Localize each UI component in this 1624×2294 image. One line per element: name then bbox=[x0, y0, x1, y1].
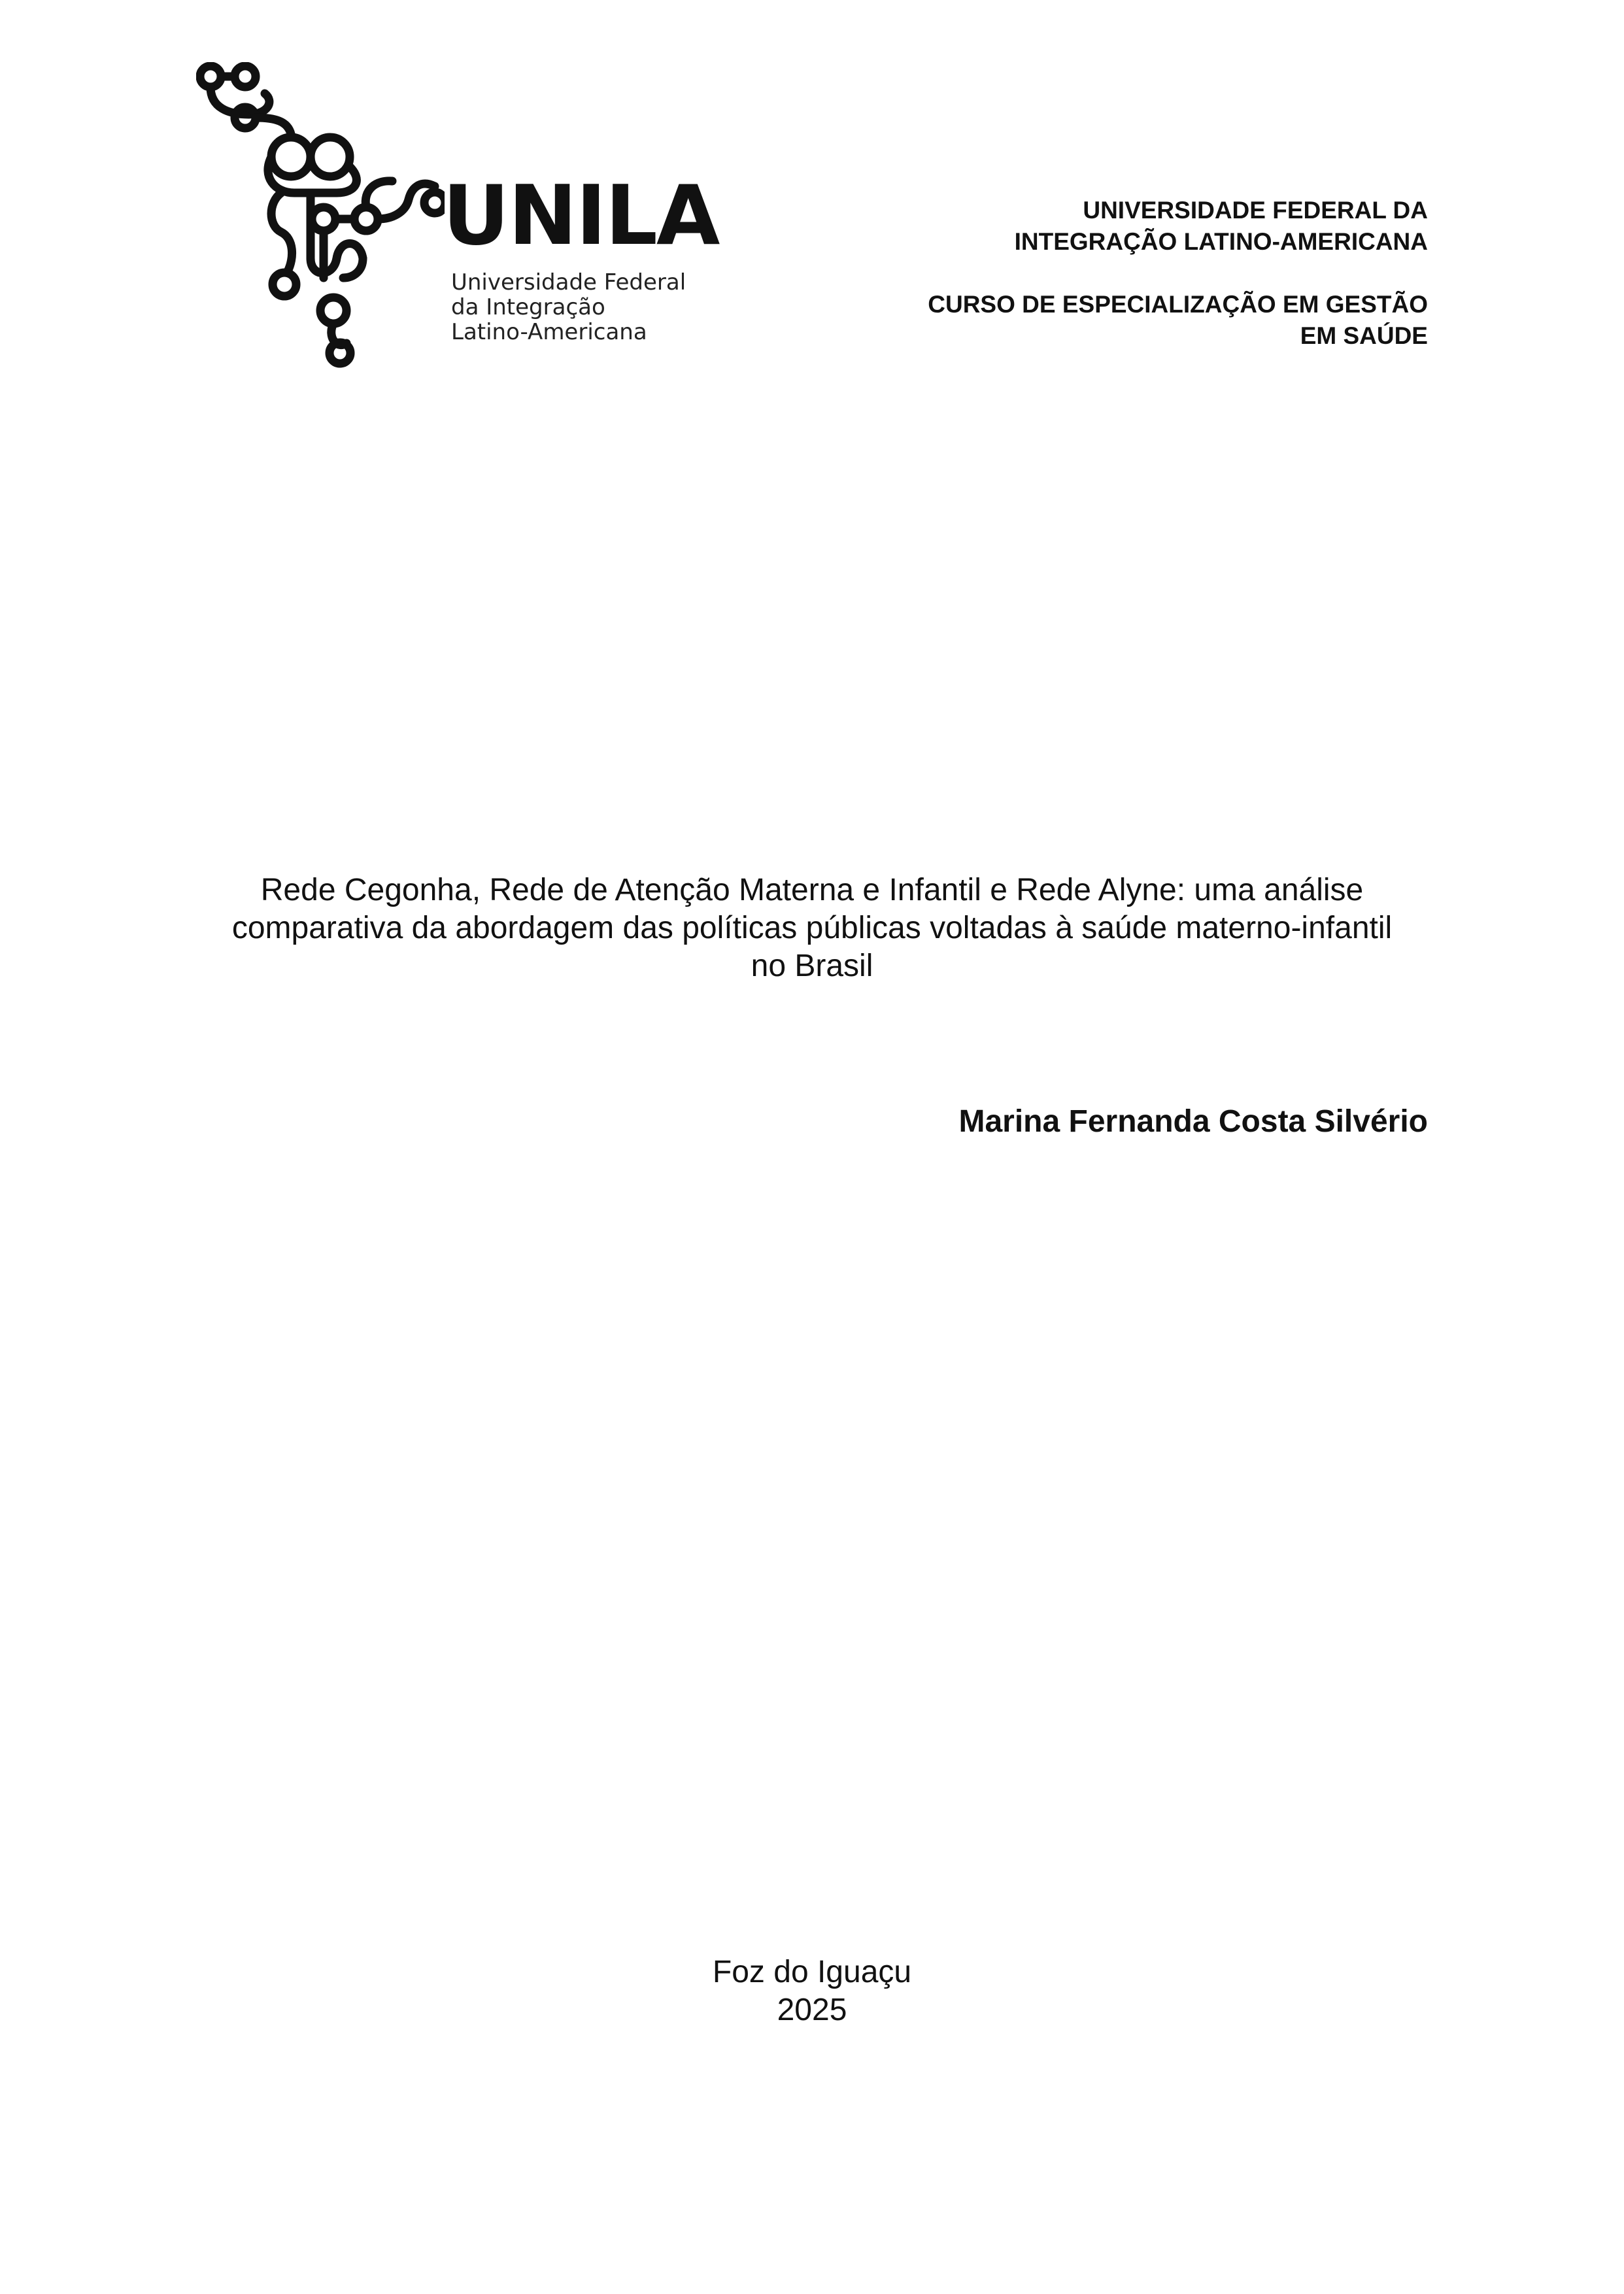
logo-wordmark: UNILA bbox=[443, 167, 719, 263]
city: Foz do Iguaçu bbox=[712, 1955, 912, 1989]
course-name bbox=[774, 289, 1428, 352]
document-footer bbox=[196, 1953, 1428, 2029]
author-name: Marina Fernanda Costa Silvério bbox=[958, 1104, 1428, 1139]
title-line: Rede Cegonha, Rede de Atenção Materna e Infantil e Rede Alyne: uma análise bbox=[260, 873, 1364, 907]
course-line: EM SAÚDE bbox=[1300, 322, 1428, 349]
title-line: no Brasil bbox=[751, 949, 873, 983]
logo-subtitle-line: Latino-Americana bbox=[451, 319, 647, 345]
year: 2025 bbox=[777, 1993, 847, 2027]
course-line: CURSO DE ESPECIALIZAÇÃO EM GESTÃO bbox=[928, 291, 1428, 318]
logo-subtitle bbox=[451, 270, 686, 345]
logo-subtitle-line: Universidade Federal bbox=[451, 269, 686, 295]
document-header bbox=[774, 195, 1428, 383]
logo-subtitle-line: da Integração bbox=[451, 294, 605, 320]
university-logo bbox=[196, 62, 719, 369]
institution-line: INTEGRAÇÃO LATINO-AMERICANA bbox=[1014, 228, 1428, 255]
unila-emblem-icon bbox=[196, 62, 445, 369]
title-line: comparativa da abordagem das políticas públicas voltadas à saúde materno-infantil bbox=[231, 911, 1393, 945]
institution-name bbox=[774, 195, 1428, 258]
institution-line: UNIVERSIDADE FEDERAL DA bbox=[1083, 197, 1428, 224]
document-title bbox=[196, 871, 1428, 985]
